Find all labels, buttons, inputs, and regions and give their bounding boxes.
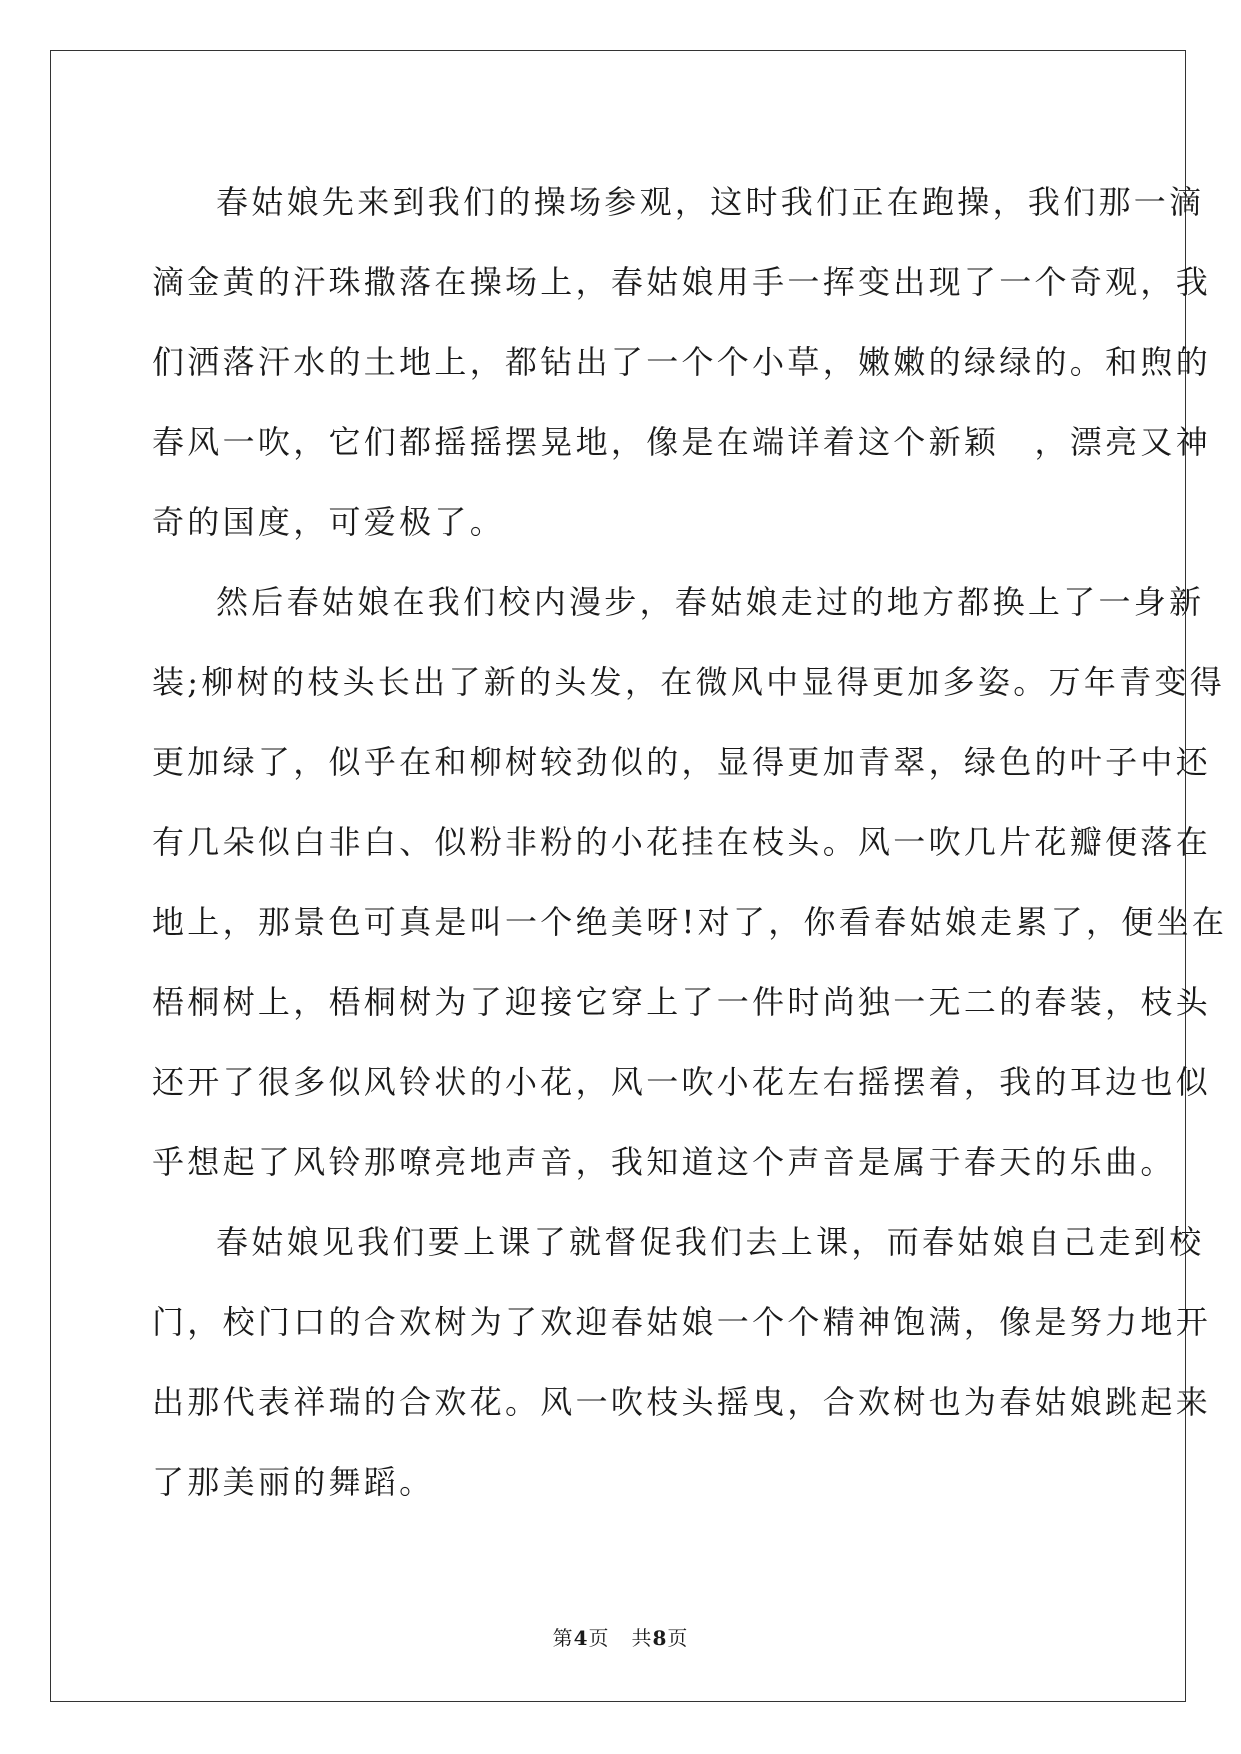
text-line: 滴金黄的汗珠撒落在操场上，春姑娘用手一挥变出现了一个奇观，我 [152,263,1212,301]
total-page-number: 8 [652,1626,668,1650]
text-line: 更加绿了，似乎在和柳树较劲似的，显得更加青翠，绿色的叶子中还 [152,743,1212,781]
paragraph-2 [152,562,1228,1202]
text-line: 地上，那景色可真是叫一个绝美呀!对了，你看春姑娘走累了，便坐在 [152,903,1228,941]
text-line: 梧桐树上，梧桐树为了迎接它穿上了一件时尚独一无二的春装，枝头 [152,983,1212,1021]
text-line: 有几朵似白非白、似粉非粉的小花挂在枝头。风一吹几片花瓣便落在 [152,823,1212,861]
text-line: 门，校门口的合欢树为了欢迎春姑娘一个个精神饱满，像是努力地开 [152,1303,1212,1341]
text-line: 奇的国度，可爱极了。 [152,503,506,541]
text-line: 乎想起了风铃那嘹亮地声音，我知道这个声音是属于春天的乐曲。 [152,1143,1176,1181]
page-footer [0,1622,1241,1651]
page-prefix: 第 [552,1626,574,1650]
text-line: 还开了很多似风铃状的小花，风一吹小花左右摇摆着，我的耳边也似 [152,1063,1212,1101]
text-line: 出那代表祥瑞的合欢花。风一吹枝头摇曳，合欢树也为春姑娘跳起来 [152,1383,1212,1421]
paragraph-3 [152,1202,1212,1522]
text-line: 春风一吹，它们都摇摇摆晃地，像是在端详着这个新颖 ，漂亮又神 [152,423,1212,461]
text-line: 了那美丽的舞蹈。 [152,1463,435,1501]
total-unit: 页 [667,1626,689,1650]
text-line: 们洒落汗水的土地上，都钻出了一个个小草，嫩嫩的绿绿的。和煦的 [152,343,1212,381]
text-line: 装;柳树的枝头长出了新的头发，在微风中显得更加多姿。万年青变得 [152,663,1226,701]
document-body [152,162,1228,1522]
text-line: 春姑娘先来到我们的操场参观，这时我们正在跑操，我们那一滴 [216,183,1205,221]
current-page-number: 4 [573,1626,589,1650]
total-prefix: 共 [631,1626,653,1650]
text-line: 春姑娘见我们要上课了就督促我们去上课，而春姑娘自己走到校 [216,1223,1205,1261]
paragraph-1 [152,162,1212,562]
page-unit: 页 [588,1626,610,1650]
text-line: 然后春姑娘在我们校内漫步，春姑娘走过的地方都换上了一身新 [216,583,1205,621]
